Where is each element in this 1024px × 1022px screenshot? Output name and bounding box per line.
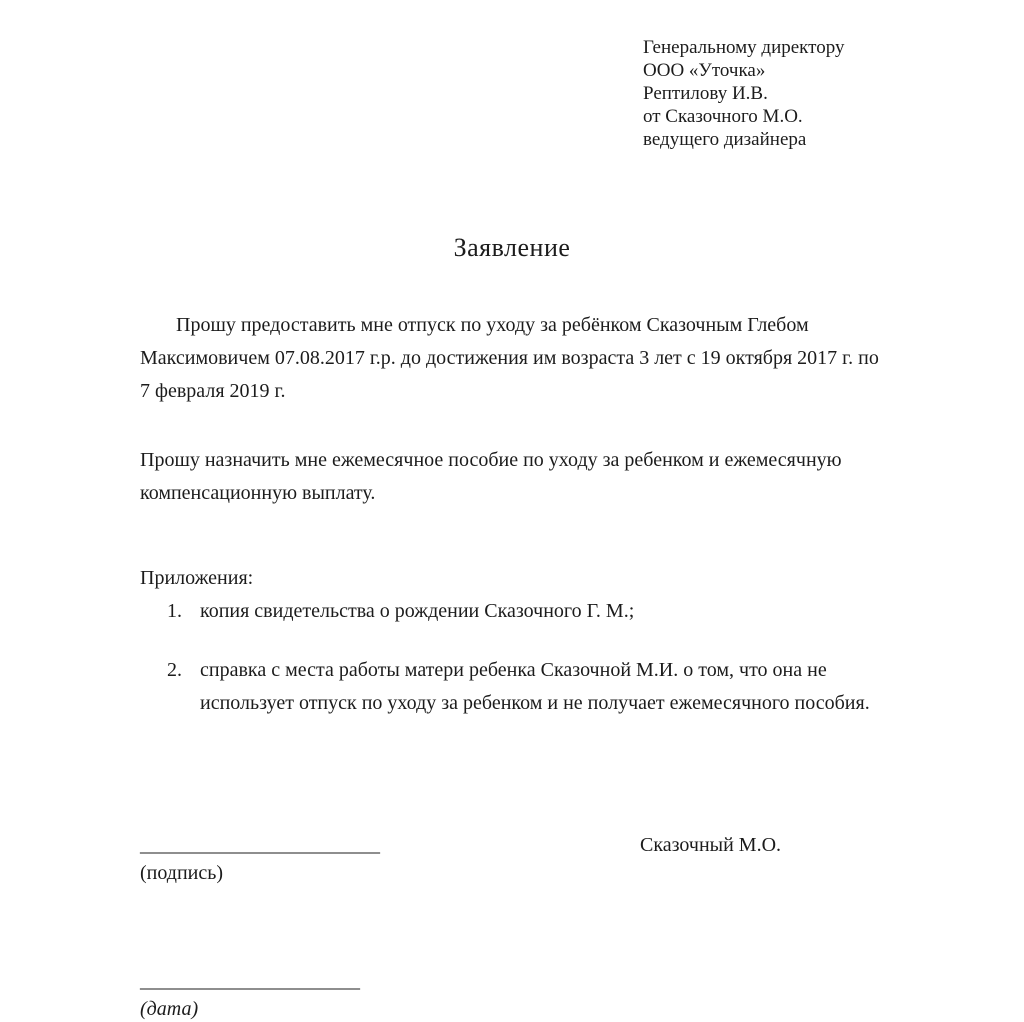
- paragraph-request-leave: Прошу предоставить мне отпуск по уходу за ребёнком Сказочным Глебом Максимовичем 07.08.2017 г.р. до достижения им возраста 3 лет с 19 октября 2017 г. по 7 февраля 2019 г.: [140, 314, 879, 402]
- recipient-line: ООО «Уточка»: [643, 60, 766, 81]
- signatory-name: Сказочный М.О.: [640, 834, 782, 856]
- attachment-item-number: 1.: [167, 600, 182, 622]
- document-title: Заявление: [453, 233, 571, 262]
- attachments-heading: Приложения:: [140, 567, 254, 589]
- attachment-item-text: справка с места работы матери ребенка Сказочной М.И. о том, что она не использует отпуск по уходу за ребенком и не получает ежемесячного пособия.: [200, 659, 870, 714]
- recipient-line: от Сказочного М.О.: [643, 106, 803, 127]
- attachment-item-number: 2.: [167, 659, 182, 681]
- paragraph-request-allowance: Прошу назначить мне ежемесячное пособие по уходу за ребенком и ежемесячную компенсационную выплату.: [140, 449, 842, 504]
- attachment-item: [140, 595, 900, 628]
- signature-section: [140, 832, 884, 886]
- signature-field: [140, 832, 640, 886]
- date-blank-line: ______________________: [140, 970, 360, 992]
- date-caption: (дата): [140, 998, 199, 1020]
- recipient-line: ведущего дизайнера: [643, 129, 807, 150]
- signature-caption: (подпись): [140, 862, 224, 884]
- signature-blank-line: ________________________: [140, 834, 380, 856]
- attachment-item: [140, 654, 900, 720]
- recipient-line: Генеральному директору: [643, 37, 845, 58]
- recipient-line: Рептилову И.В.: [643, 83, 768, 104]
- recipient-address-block: [643, 36, 884, 151]
- attachment-item-text: копия свидетельства о рождении Сказочного Г. М.;: [200, 600, 635, 622]
- date-section: [140, 968, 884, 1022]
